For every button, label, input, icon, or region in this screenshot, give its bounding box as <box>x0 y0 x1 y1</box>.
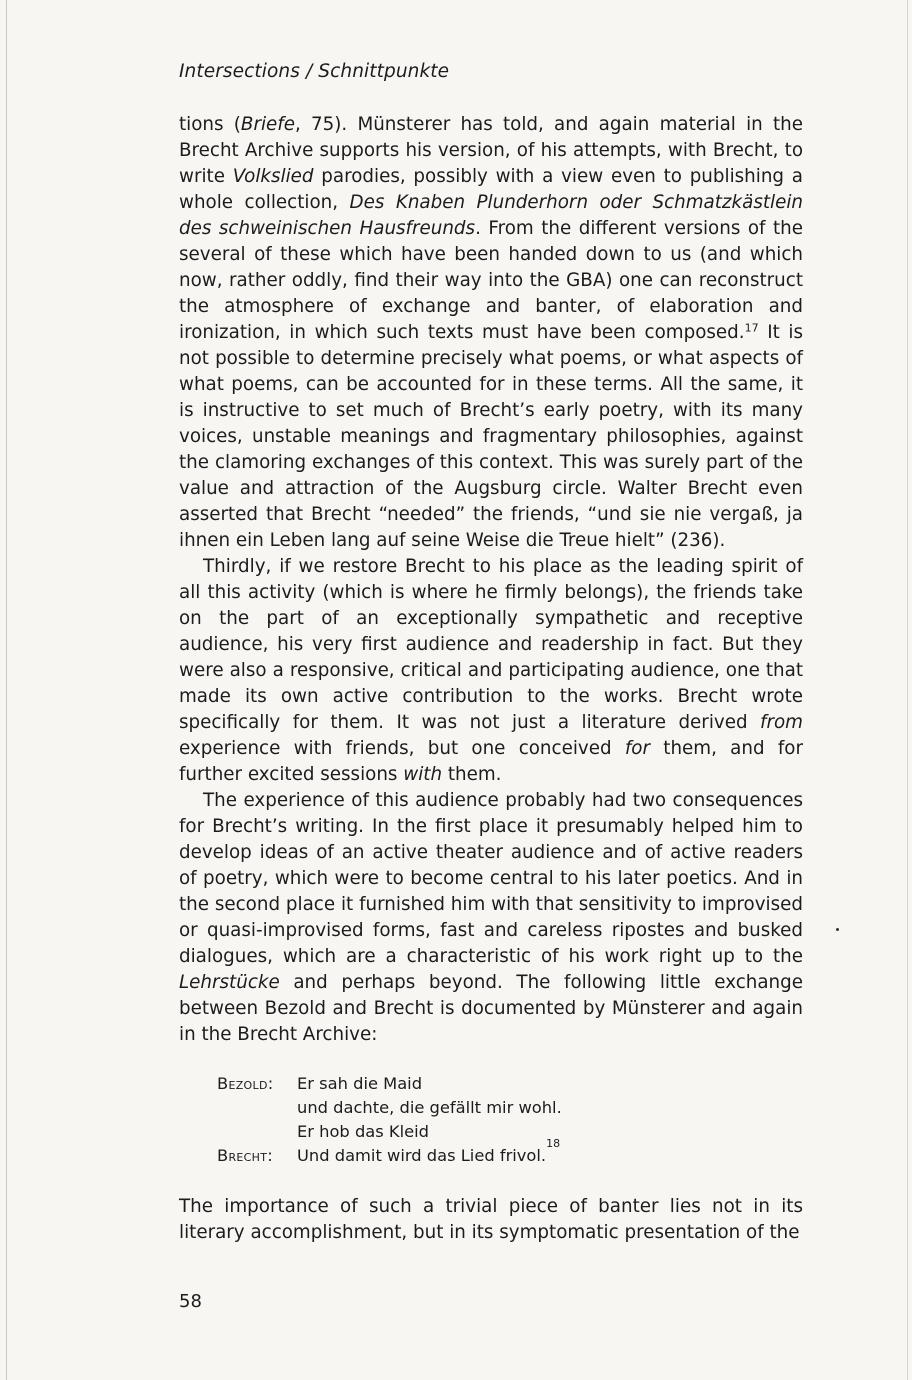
text-run: The experience of this audience probably had two consequences for Brecht’s writing. In the first place it presumably helped him to develop ideas of an active theater audience and of active readers of poetry, which were to become central to his later poetics. And in the second place it furnished him with that sensitivity to improvised or quasi-improvised forms, fast and careless ripostes and busked dialogues, which are a characteristic of his work right up to the <box>179 790 803 967</box>
footnote-ref: 18 <box>546 1137 561 1150</box>
title-briefe: Briefe <box>240 114 295 135</box>
verse-line <box>217 1137 562 1168</box>
paragraph <box>179 554 803 788</box>
ink-speck <box>836 928 839 931</box>
body-text <box>179 112 803 1048</box>
text-run: . From the different versions of the several of these which have been handed down to us (and which now, rather oddly, find their way into the GBA) one can reconstruct the atmosphere of exchange and banter, of elaboration and ironization, in which such texts must have been composed. <box>179 218 804 343</box>
text-run: It is not possible to determine precisely what poems, or what aspects of what poems, can be accounted for in these terms. All the same, it is instructive to set much of Brecht’s early poetry, with its many voices, unstable meanings and fragmentary philosophies, against the clamoring exchanges of this context. This was surely part of the value and attraction of the Augsburg circle. Walter Brecht even asserted that Brecht “needed” the friends, “und sie nie vergaß, ja ihnen ein Leben lang auf seine Weise die Treue hielt” (236). <box>179 322 803 551</box>
title-des-knaben: Des Knaben Plunderhorn oder Schmatzkästlein des schweinischen Hausfreunds <box>179 192 803 239</box>
title-lehrstuecke: Lehrstücke <box>179 972 280 993</box>
text-run: them, and for further excited sessions <box>179 738 803 785</box>
running-title: Intersections / Schnittpunkte <box>179 61 450 82</box>
emphasis: from <box>760 712 803 733</box>
verse-speaker <box>217 1096 297 1120</box>
verse-line <box>217 1120 562 1144</box>
verse-text: Er hob das Kleid <box>297 1122 429 1141</box>
verse-speaker: Bezold: <box>217 1074 274 1093</box>
verse-speaker: Brecht: <box>217 1146 274 1165</box>
footnote-ref: 17 <box>744 321 759 335</box>
text-run: them. <box>442 764 502 785</box>
text-run: , 75). Münsterer has told, and again material in the Brecht Archive supports his version, of his attempts, with Brecht, to write <box>179 114 803 187</box>
title-volkslied: Volkslied <box>232 166 314 187</box>
text-run: and perhaps beyond. The following little exchange between Bezold and Brecht is documented by Münsterer and again in the Brecht Archive: <box>179 972 803 1045</box>
emphasis: with <box>403 764 443 785</box>
verse-line <box>217 1096 562 1120</box>
text-run: parodies, possibly with a view even to publishing a whole collection, <box>179 166 803 213</box>
verse-text: Und damit wird das Lied frivol. <box>297 1146 547 1165</box>
paragraph: The importance of such a trivial piece of banter lies not in its literary accomplishment, but in its symptomatic presentation of the <box>179 1196 803 1243</box>
verse-text: und dachte, die gefällt mir wohl. <box>297 1098 562 1117</box>
verse-block <box>217 1072 562 1168</box>
text-run: Thirdly, if we restore Brecht to his place as the leading spirit of all this activity (which is where he firmly belongs), the friends take on the part of an exceptionally sympathetic and receptive audience, his very first audience and readership in fact. But they were also a responsive, critical and participating audience, one that made its own active contribution to the works. Brecht wrote specifically for them. It was not just a literature derived <box>179 556 803 733</box>
page-edge-left <box>6 0 7 1380</box>
closing-paragraph <box>179 1194 803 1246</box>
text-run: tions ( <box>179 114 241 135</box>
page-edge-right <box>907 0 908 1380</box>
emphasis: for <box>624 738 650 759</box>
text-run: experience with friends, but one conceived <box>179 738 625 759</box>
page-number: 58 <box>179 1291 202 1312</box>
paragraph <box>179 112 803 554</box>
verse-text: Er sah die Maid <box>297 1074 423 1093</box>
verse-speaker <box>217 1120 297 1144</box>
paragraph <box>179 788 803 1048</box>
verse-line <box>217 1072 562 1096</box>
